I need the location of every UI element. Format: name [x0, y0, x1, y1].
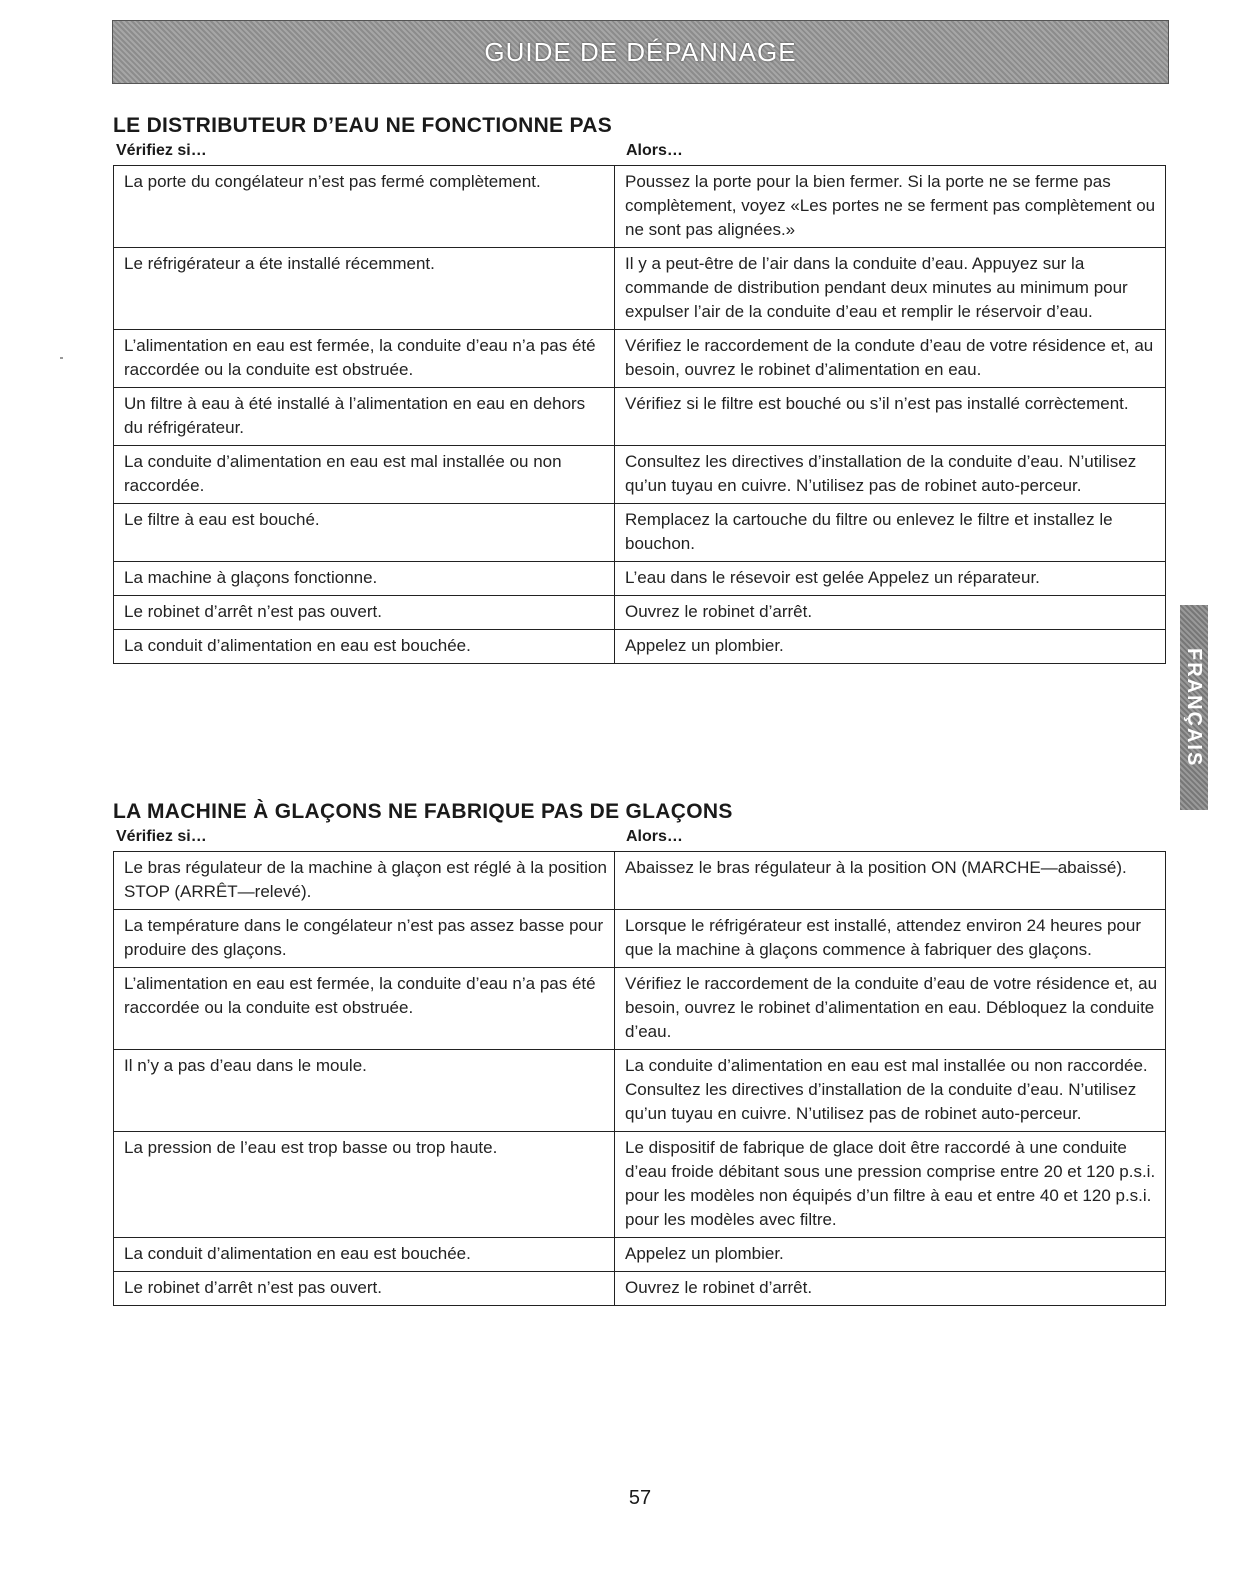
check-cell: Un filtre à eau à été installé à l’alimentation en eau en dehors du réfrigérateur. [114, 388, 615, 446]
solution-cell: Lorsque le réfrigérateur est installé, attendez environ 24 heures pour que la machine à glaçons commence à fabriquer des glaçons. [615, 910, 1166, 968]
table-row [114, 910, 1166, 968]
solution-cell: Abaissez le bras régulateur à la position ON (MARCHE—abaissé). [615, 852, 1166, 910]
check-cell: Le bras régulateur de la machine à glaçon est réglé à la position STOP (ARRÊT—relevé). [114, 852, 615, 910]
table-row [114, 1272, 1166, 1306]
solution-cell: La conduite d’alimentation en eau est mal installée ou non raccordée. Consultez les directives d’installation de la conduite d’eau. N’utilisez qu’un tuyau en cuivre. N’utilisez pas de robinet auto-perceur. [615, 1050, 1166, 1132]
section-title: LE DISTRIBUTEUR D’EAU NE FONCTIONNE PAS [113, 114, 612, 137]
column-headers [113, 140, 1163, 165]
section-title: LA MACHINE À GLAÇONS NE FABRIQUE PAS DE GLAÇONS [113, 800, 733, 823]
table-row [114, 504, 1166, 562]
solution-cell: Vérifiez le raccordement de la conduite d’eau de votre résidence et, au besoin, ouvrez le robinet d’alimentation en eau. Débloquez la conduite d’eau. [615, 968, 1166, 1050]
check-cell: L’alimentation en eau est fermée, la conduite d’eau n’a pas été raccordée ou la conduite est obstruée. [114, 330, 615, 388]
header-banner [112, 20, 1169, 84]
table-row [114, 968, 1166, 1050]
table-row [114, 852, 1166, 910]
solution-cell: Vérifiez si le filtre est bouché ou s’il n’est pas installé corrèctement. [615, 388, 1166, 446]
table-row [114, 446, 1166, 504]
solution-cell: Appelez un plombier. [615, 1238, 1166, 1272]
check-cell: Le filtre à eau est bouché. [114, 504, 615, 562]
table-row [114, 630, 1166, 664]
check-cell: La conduite d’alimentation en eau est mal installée ou non raccordée. [114, 446, 615, 504]
page-title: GUIDE DE DÉPANNAGE [484, 37, 797, 67]
column-header-check: Vérifiez si… [116, 142, 207, 159]
column-header-then: Alors… [626, 828, 683, 845]
troubleshooting-table [113, 851, 1166, 1306]
section-ice-maker [113, 798, 1163, 1306]
check-cell: Le réfrigérateur a éte installé récemment. [114, 248, 615, 330]
language-tab-label: FRANÇAIS [1183, 647, 1205, 768]
check-cell: La pression de l’eau est trop basse ou trop haute. [114, 1132, 615, 1238]
solution-cell: Ouvrez le robinet d’arrêt. [615, 596, 1166, 630]
table-row [114, 388, 1166, 446]
solution-cell: Appelez un plombier. [615, 630, 1166, 664]
table-row [114, 330, 1166, 388]
table-row [114, 166, 1166, 248]
solution-cell: Poussez la porte pour la bien fermer. Si la porte ne se ferme pas complètement, voyez «Les portes ne se ferment pas complètement ou ne sont pas alignées.» [615, 166, 1166, 248]
check-cell: Il n’y a pas d’eau dans le moule. [114, 1050, 615, 1132]
table-row [114, 1050, 1166, 1132]
column-header-then: Alors… [626, 142, 683, 159]
solution-cell: Ouvrez le robinet d’arrêt. [615, 1272, 1166, 1306]
section-dispenser [113, 112, 1163, 664]
table-row [114, 596, 1166, 630]
check-cell: La porte du congélateur n’est pas fermé complètement. [114, 166, 615, 248]
table-row [114, 1238, 1166, 1272]
check-cell: La conduit d’alimentation en eau est bouchée. [114, 630, 615, 664]
solution-cell: Le dispositif de fabrique de glace doit être raccordé à une conduite d’eau froide débitant sous une pression comprise entre 20 et 120 p.s.i. pour les modèles non équipés d’un filtre à eau et entre 40 et 120 p.s.i. pour les modèles avec filtre. [615, 1132, 1166, 1238]
check-cell: Le robinet d’arrêt n’est pas ouvert. [114, 1272, 615, 1306]
troubleshooting-table [113, 165, 1166, 664]
solution-cell: Il y a peut-être de l’air dans la conduite d’eau. Appuyez sur la commande de distribution pendant deux minutes au minimum pour expulser l’air de la conduite d’eau et remplir le réservoir d’eau. [615, 248, 1166, 330]
solution-cell: Consultez les directives d’installation de la conduite d’eau. N’utilisez qu’un tuyau en cuivre. N’utilisez pas de robinet auto-perceur. [615, 446, 1166, 504]
check-cell: La température dans le congélateur n’est pas assez basse pour produire des glaçons. [114, 910, 615, 968]
solution-cell: Vérifiez le raccordement de la condute d’eau de votre résidence et, au besoin, ouvrez le robinet d’alimentation en eau. [615, 330, 1166, 388]
column-headers [113, 826, 1163, 851]
page-number: 57 [628, 1487, 652, 1509]
scan-mark [60, 357, 63, 359]
table-row [114, 1132, 1166, 1238]
table-row [114, 562, 1166, 596]
check-cell: Le robinet d’arrêt n’est pas ouvert. [114, 596, 615, 630]
table-row [114, 248, 1166, 330]
check-cell: La machine à glaçons fonctionne. [114, 562, 615, 596]
solution-cell: L’eau dans le résevoir est gelée Appelez un réparateur. [615, 562, 1166, 596]
solution-cell: Remplacez la cartouche du filtre ou enlevez le filtre et installez le bouchon. [615, 504, 1166, 562]
check-cell: L’alimentation en eau est fermée, la conduite d’eau n’a pas été raccordée ou la conduite est obstruée. [114, 968, 615, 1050]
column-header-check: Vérifiez si… [116, 828, 207, 845]
check-cell: La conduit d’alimentation en eau est bouchée. [114, 1238, 615, 1272]
